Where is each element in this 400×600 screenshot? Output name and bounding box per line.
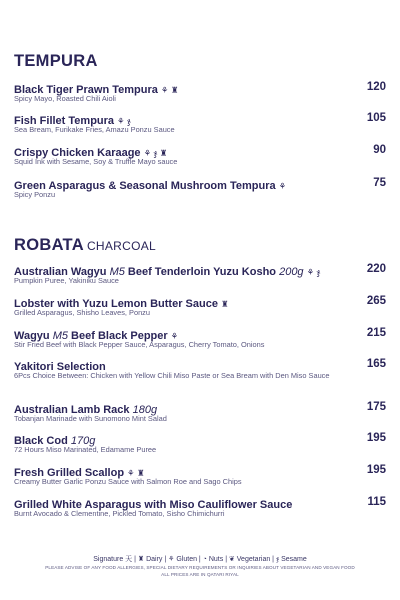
item-description: Grilled Asparagus, Shisho Leaves, Ponzu bbox=[14, 308, 150, 317]
allergen-icons: ⚘ ჯ bbox=[306, 267, 321, 277]
item-description: 72 Hours Miso Marinated, Edamame Puree bbox=[14, 445, 157, 454]
menu-item bbox=[14, 294, 386, 318]
item-name: Black Tiger Prawn Tempura bbox=[14, 84, 158, 96]
menu-item bbox=[14, 495, 386, 519]
item-name-grade: M5 bbox=[109, 266, 125, 278]
section-title-robata bbox=[14, 236, 156, 255]
item-price: 175 bbox=[366, 401, 386, 413]
item-description: Sea Bream, Furikake Fries, Amazu Ponzu Sauce bbox=[14, 125, 175, 134]
currency-notice: ALL PRICES ARE IN QATARI RIYAL bbox=[161, 572, 239, 577]
item-description: Squid Ink with Sesame, Soy & Truffle Mayo sauce bbox=[14, 157, 178, 166]
tempura-heading: TEMPURA bbox=[14, 52, 98, 70]
item-price: 75 bbox=[373, 177, 386, 189]
menu-item bbox=[14, 400, 386, 424]
menu-item bbox=[14, 357, 386, 381]
item-price: 195 bbox=[366, 464, 386, 476]
item-name: Lobster with Yuzu Lemon Butter Sauce bbox=[14, 298, 218, 310]
item-name bbox=[14, 404, 157, 416]
menu-item bbox=[14, 431, 386, 455]
allergen-icons: ⚘ ♜ bbox=[127, 468, 145, 478]
item-name: Grilled White Asparagus with Miso Cauliflower Sauce bbox=[14, 499, 293, 511]
allergen-legend: Signature 天 | ♜ Dairy | ⚘ Gluten | ◔ Nuts | ❦ Vegetarian | ჯ Sesame bbox=[93, 556, 307, 563]
item-name-part: Black Cod bbox=[14, 435, 71, 447]
menu-item bbox=[14, 262, 386, 286]
item-description: Spicy Ponzu bbox=[14, 190, 56, 199]
item-name: Crispy Chicken Karaage bbox=[14, 147, 141, 159]
robata-subheading: CHARCOAL bbox=[86, 239, 157, 253]
item-description: 6Pcs Choice Between: Chicken with Yellow Chili Miso Paste or Sea Bream with Den Miso Sauce bbox=[14, 371, 330, 380]
item-description: Stir Fried Beef with Black Pepper Sauce, Asparagus, Cherry Tomato, Onions bbox=[14, 340, 265, 349]
item-name-part: Beef Black Pepper bbox=[68, 330, 168, 342]
item-name: Fresh Grilled Scallop bbox=[14, 467, 125, 479]
item-name-part: Australian Lamb Rack bbox=[14, 404, 133, 416]
item-price: 165 bbox=[366, 358, 386, 370]
item-description: Burnt Avocado & Clementine, Pickled Tomato, Sisho Chimichurri bbox=[14, 509, 225, 518]
item-description: Tobanjan Marinade with Sunomono Mint Salad bbox=[14, 414, 167, 423]
item-price: 265 bbox=[366, 295, 386, 307]
menu-item bbox=[14, 463, 386, 487]
robata-heading: ROBATA bbox=[14, 236, 84, 254]
menu-item bbox=[14, 143, 386, 167]
allergen-icons: ⚘ bbox=[170, 331, 179, 341]
item-description: Spicy Mayo, Roasted Chili Aioli bbox=[14, 94, 116, 103]
item-description: Pumpkin Puree, Yakiniku Sauce bbox=[14, 276, 119, 285]
allergen-icons: ♜ bbox=[220, 299, 229, 309]
item-description: Creamy Butter Garlic Ponzu Sauce with Salmon Roe and Sago Chips bbox=[14, 477, 242, 486]
menu-item bbox=[14, 326, 386, 350]
item-name-part: Australian Wagyu bbox=[14, 266, 110, 278]
item-name bbox=[14, 435, 95, 447]
allergen-icons: ⚘ ჯ ♜ bbox=[143, 148, 168, 158]
item-name-part: Wagyu bbox=[14, 330, 53, 342]
menu-item bbox=[14, 176, 386, 200]
allergy-notice: PLEASE ADVISE OF ANY FOOD ALLERGIES, SPECIAL DIETARY REQUIREMENTS OR INQUIRIES ABOUT VEGETARIAN AND VEGAN FOOD bbox=[45, 565, 355, 570]
item-price: 195 bbox=[366, 432, 386, 444]
item-weight: 170g bbox=[70, 435, 96, 447]
item-name bbox=[14, 266, 304, 278]
item-name bbox=[14, 330, 168, 342]
item-weight: 180g bbox=[132, 404, 158, 416]
item-price: 105 bbox=[366, 112, 386, 124]
item-price: 115 bbox=[367, 496, 386, 508]
allergen-icons: ⚘ bbox=[278, 181, 287, 191]
item-weight: 200g bbox=[279, 266, 304, 278]
item-price: 215 bbox=[366, 327, 386, 339]
item-name-part: Beef Tenderloin Yuzu Kosho bbox=[124, 266, 280, 278]
item-name-grade: M5 bbox=[52, 330, 68, 342]
item-price: 90 bbox=[373, 144, 386, 156]
item-name: Yakitori Selection bbox=[14, 361, 106, 373]
allergen-icons: ⚘ ♜ bbox=[160, 85, 179, 95]
item-price: 220 bbox=[366, 263, 386, 275]
item-price: 120 bbox=[366, 81, 386, 93]
item-name: Green Asparagus & Seasonal Mushroom Tempura bbox=[14, 180, 276, 192]
section-title-tempura bbox=[14, 52, 98, 71]
item-name: Fish Fillet Tempura bbox=[14, 115, 115, 127]
menu-item bbox=[14, 80, 386, 104]
allergen-icons: ⚘ ჯ bbox=[117, 116, 131, 126]
menu-item bbox=[14, 111, 386, 135]
